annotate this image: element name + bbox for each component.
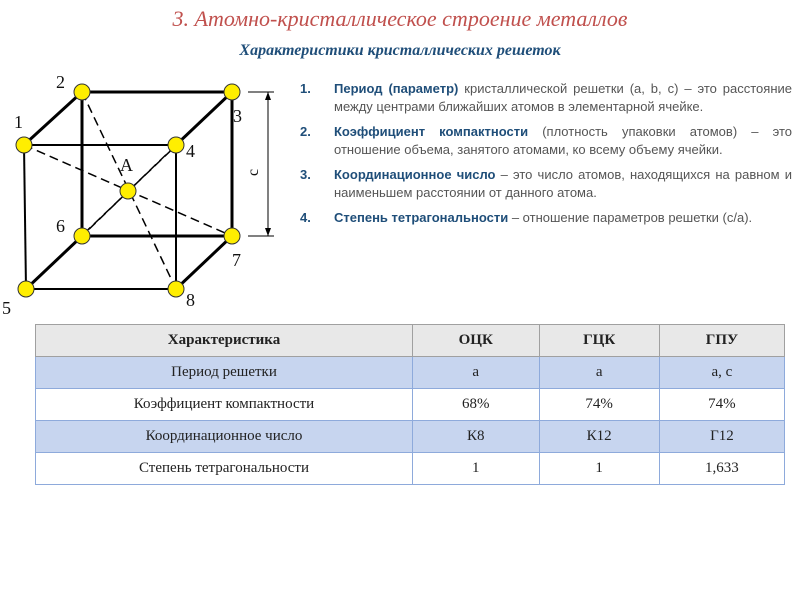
- list-term: Координационное число: [334, 167, 496, 182]
- atom-7: [224, 228, 240, 244]
- characteristics-list: [300, 80, 792, 234]
- atom-1: [16, 137, 32, 153]
- atom-5: [18, 281, 34, 297]
- atom-label-5: 5: [2, 298, 11, 318]
- table-row: [36, 421, 785, 453]
- lattice-characteristics-table: [35, 324, 785, 485]
- atom-label-4: 4: [186, 141, 195, 161]
- bcc-unit-cell-diagram: [0, 70, 290, 330]
- table-cell: Период решетки: [36, 357, 413, 389]
- list-text: – отношение параметров решетки (с/а).: [508, 210, 753, 225]
- page-title: 3. Атомно-кристаллическое строение металлов: [172, 6, 628, 31]
- column-header: Характеристика: [36, 325, 413, 357]
- atom-label-8: 8: [186, 290, 195, 310]
- dimension-label-c: c: [245, 168, 262, 176]
- list-item: [300, 80, 792, 116]
- column-header: ГЦК: [539, 325, 659, 357]
- table-cell: 68%: [413, 389, 540, 421]
- table-cell: Координационное число: [36, 421, 413, 453]
- atom-label-1: 1: [14, 112, 23, 132]
- atom-label-3: 3: [233, 106, 242, 126]
- list-text: – это число атомов, находящихся на равном и наименьшем расстоянии от данного атома.: [334, 167, 792, 200]
- list-item: [300, 123, 792, 159]
- table-cell: 1: [413, 453, 540, 485]
- table-cell: 1: [539, 453, 659, 485]
- table-cell: 74%: [659, 389, 784, 421]
- table-cell: а, с: [659, 357, 784, 389]
- table-header-row: [36, 325, 785, 357]
- table-cell: а: [539, 357, 659, 389]
- list-term: Степень тетрагональности: [334, 210, 509, 225]
- list-number: 2.: [300, 124, 311, 139]
- table-cell: К12: [539, 421, 659, 453]
- column-header: ОЦК: [413, 325, 540, 357]
- table-cell: а: [413, 357, 540, 389]
- atom-3: [224, 84, 240, 100]
- atom-label-2: 2: [56, 72, 65, 92]
- table-cell: Степень тетрагональности: [36, 453, 413, 485]
- table-row: [36, 357, 785, 389]
- table-row: [36, 453, 785, 485]
- list-item: [300, 209, 792, 227]
- atom-label-7: 7: [232, 250, 241, 270]
- atom-label-6: 6: [56, 216, 65, 236]
- column-header: ГПУ: [659, 325, 784, 357]
- atom-8: [168, 281, 184, 297]
- list-number: 1.: [300, 81, 311, 96]
- atom-2: [74, 84, 90, 100]
- atom-label-center: A: [120, 155, 133, 175]
- table-cell: Г12: [659, 421, 784, 453]
- list-text: кристаллической решетки (a, b, c) – это расстояние между центрами ближайших атомов в элементарной ячейке.: [334, 81, 792, 114]
- list-item: [300, 166, 792, 202]
- list-number: 4.: [300, 210, 311, 225]
- atom-center: [120, 183, 136, 199]
- table-row: [36, 389, 785, 421]
- list-term: Коэффициент компактности: [334, 124, 529, 139]
- table-cell: 74%: [539, 389, 659, 421]
- list-number: 3.: [300, 167, 311, 182]
- atom-4: [168, 137, 184, 153]
- list-text: (плотность упаковки атомов) – это отношение объема, занятого атомами, ко всему объему ячейки.: [334, 124, 793, 157]
- page-subtitle: Характеристики кристаллических решеток: [239, 42, 561, 59]
- list-term: Период (параметр): [334, 81, 459, 96]
- atom-6: [74, 228, 90, 244]
- table-cell: Коэффициент компактности: [36, 389, 413, 421]
- table-cell: 1,633: [659, 453, 784, 485]
- table-cell: К8: [413, 421, 540, 453]
